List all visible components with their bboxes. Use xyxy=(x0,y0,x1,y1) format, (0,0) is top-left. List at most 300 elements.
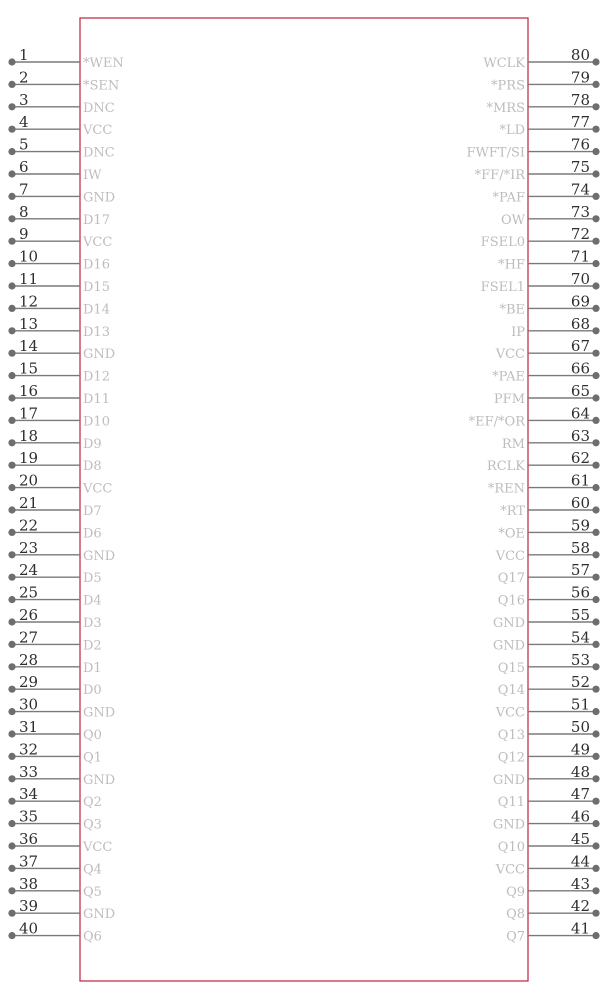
pin-number: 15 xyxy=(19,359,39,378)
pin-75 xyxy=(475,158,600,183)
pin-endpoint-dot xyxy=(592,865,599,872)
pin-endpoint-dot xyxy=(8,417,15,424)
pin-name: GND xyxy=(492,817,525,833)
pin-name: IP xyxy=(511,324,525,340)
pin-number: 22 xyxy=(19,516,39,535)
pin-endpoint-dot xyxy=(592,529,599,536)
pin-endpoint-dot xyxy=(8,842,15,849)
pin-name: GND xyxy=(492,616,525,631)
pin-endpoint-dot xyxy=(592,58,599,65)
pin-number: 10 xyxy=(19,247,39,266)
pin-number: 13 xyxy=(19,314,39,333)
pin-endpoint-dot xyxy=(8,641,15,648)
pin-6 xyxy=(8,158,102,183)
pin-name: D16 xyxy=(83,257,110,273)
pin-name: DNC xyxy=(83,145,115,161)
pin-number: 26 xyxy=(19,606,39,624)
pin-number: 17 xyxy=(19,404,39,423)
pin-name: GND xyxy=(83,190,116,206)
pin-name: *RT xyxy=(500,504,525,519)
pin-name: D2 xyxy=(83,638,102,654)
pin-number: 33 xyxy=(19,762,39,781)
pin-endpoint-dot xyxy=(592,81,599,88)
pin-name: GND xyxy=(492,638,525,654)
pin-endpoint-dot xyxy=(592,820,599,827)
pin-endpoint-dot xyxy=(8,730,15,737)
pin-endpoint-dot xyxy=(592,775,599,782)
pin-name: *WEN xyxy=(83,56,124,71)
pin-name: *FF/*IR xyxy=(474,168,525,183)
pin-endpoint-dot xyxy=(592,663,599,670)
pin-number: 60 xyxy=(570,494,590,512)
pin-name: *SEN xyxy=(83,78,120,94)
pin-79 xyxy=(491,68,600,93)
pin-name: Q16 xyxy=(497,593,525,609)
pin-endpoint-dot xyxy=(592,798,599,805)
pin-endpoint-dot xyxy=(8,372,15,379)
pin-10 xyxy=(8,248,110,273)
pin-endpoint-dot xyxy=(592,215,599,222)
pin-74 xyxy=(493,180,600,205)
pin-name: Q17 xyxy=(497,571,525,587)
pin-28 xyxy=(8,651,101,676)
pin-endpoint-dot xyxy=(8,775,15,782)
pin-47 xyxy=(498,785,600,810)
pin-number: 41 xyxy=(570,919,590,938)
pin-number: 64 xyxy=(570,404,590,423)
pin-endpoint-dot xyxy=(8,81,15,88)
pin-number: 24 xyxy=(19,561,39,580)
pin-endpoint-dot xyxy=(592,103,599,110)
pin-26 xyxy=(8,606,101,631)
pin-name: GND xyxy=(492,772,525,788)
pin-34 xyxy=(8,785,102,810)
pin-19 xyxy=(8,449,101,474)
pin-39 xyxy=(8,897,115,922)
pin-number: 8 xyxy=(19,202,29,221)
pin-number: 2 xyxy=(19,68,29,87)
pin-endpoint-dot xyxy=(8,103,15,110)
pin-name: *OE xyxy=(498,526,525,542)
pin-name: D11 xyxy=(83,392,110,407)
pin-43 xyxy=(506,875,600,900)
pin-60 xyxy=(500,494,599,519)
pin-number: 58 xyxy=(570,538,590,557)
pin-name: VCC xyxy=(495,347,525,363)
pin-27 xyxy=(8,628,101,653)
pin-endpoint-dot xyxy=(8,932,15,939)
pin-name: Q4 xyxy=(83,862,102,878)
pin-name: D15 xyxy=(83,280,110,295)
pin-name: *LD xyxy=(499,123,525,139)
pin-36 xyxy=(8,830,112,855)
pin-number: 77 xyxy=(570,113,590,132)
pin-number: 57 xyxy=(570,561,590,580)
pin-endpoint-dot xyxy=(8,596,15,603)
pin-number: 14 xyxy=(19,337,39,356)
pin-endpoint-dot xyxy=(592,126,599,133)
pin-46 xyxy=(493,808,600,833)
pin-58 xyxy=(495,539,600,564)
pin-endpoint-dot xyxy=(592,372,599,379)
pin-name: PFM xyxy=(493,392,525,407)
pin-70 xyxy=(481,270,600,295)
pin-number: 66 xyxy=(570,359,590,378)
pin-endpoint-dot xyxy=(8,439,15,446)
pin-number: 46 xyxy=(570,807,590,826)
pin-number: 76 xyxy=(570,135,590,154)
pin-endpoint-dot xyxy=(592,350,599,357)
pin-name: Q10 xyxy=(497,840,525,855)
pin-number: 61 xyxy=(570,471,590,490)
pin-72 xyxy=(481,225,600,250)
pin-name: Q6 xyxy=(83,929,102,945)
pin-endpoint-dot xyxy=(8,618,15,625)
pin-number: 25 xyxy=(19,583,39,602)
pin-20 xyxy=(8,472,112,497)
pin-59 xyxy=(498,516,599,541)
pin-3 xyxy=(8,91,114,116)
pin-name: *PRS xyxy=(491,78,525,94)
pin-number: 72 xyxy=(570,225,590,244)
pin-endpoint-dot xyxy=(8,574,15,581)
pin-endpoint-dot xyxy=(8,708,15,715)
pin-endpoint-dot xyxy=(592,305,599,312)
left-pin-column xyxy=(8,46,123,945)
pin-54 xyxy=(493,628,600,653)
pin-number: 30 xyxy=(19,695,39,714)
pin-number: 55 xyxy=(570,606,590,624)
pin-name: D0 xyxy=(83,683,102,699)
pin-name: VCC xyxy=(495,548,525,564)
pin-number: 20 xyxy=(19,471,39,490)
pin-13 xyxy=(8,315,110,340)
pin-77 xyxy=(499,113,599,138)
pin-endpoint-dot xyxy=(8,394,15,401)
pin-endpoint-dot xyxy=(8,170,15,177)
pin-71 xyxy=(498,248,599,273)
pin-25 xyxy=(8,584,101,609)
pin-number: 48 xyxy=(570,762,590,781)
pin-endpoint-dot xyxy=(8,686,15,693)
pin-name: D10 xyxy=(83,414,110,430)
pin-endpoint-dot xyxy=(592,238,599,245)
pin-number: 6 xyxy=(19,158,29,176)
pin-number: 35 xyxy=(19,807,39,826)
pin-endpoint-dot xyxy=(592,618,599,625)
pin-name: D4 xyxy=(83,593,102,609)
pin-name: GND xyxy=(83,907,116,923)
pin-endpoint-dot xyxy=(592,551,599,558)
pin-endpoint-dot xyxy=(592,887,599,894)
pin-24 xyxy=(8,561,101,586)
pin-number: 16 xyxy=(19,382,39,400)
pin-name: *MRS xyxy=(486,100,525,116)
pin-30 xyxy=(8,696,115,721)
pin-55 xyxy=(493,606,600,631)
pin-endpoint-dot xyxy=(592,148,599,155)
pin-name: GND xyxy=(83,548,116,564)
pin-2 xyxy=(8,68,119,93)
pin-endpoint-dot xyxy=(592,484,599,491)
pin-number: 23 xyxy=(19,538,39,557)
pin-endpoint-dot xyxy=(8,282,15,289)
pin-64 xyxy=(469,404,600,429)
pin-endpoint-dot xyxy=(592,506,599,513)
pin-name: VCC xyxy=(83,235,113,251)
pin-name: GND xyxy=(83,705,116,721)
pin-21 xyxy=(8,494,101,519)
pin-name: *EF/*OR xyxy=(468,414,525,430)
pin-endpoint-dot xyxy=(592,439,599,446)
pin-number: 36 xyxy=(19,830,39,848)
pin-29 xyxy=(8,673,101,698)
right-pin-column xyxy=(467,46,600,945)
pin-name: RM xyxy=(501,436,525,452)
pin-name: VCC xyxy=(83,840,113,855)
pin-48 xyxy=(493,763,600,788)
pin-number: 62 xyxy=(570,449,590,468)
pin-name: D9 xyxy=(83,436,102,452)
pin-endpoint-dot xyxy=(8,58,15,65)
pin-number: 51 xyxy=(570,695,590,714)
pin-number: 63 xyxy=(570,426,590,445)
pin-42 xyxy=(506,897,600,922)
pin-number: 38 xyxy=(19,874,39,893)
pin-name: D5 xyxy=(83,571,102,587)
pin-16 xyxy=(8,382,110,407)
pin-37 xyxy=(8,852,102,877)
pin-name: Q1 xyxy=(83,750,102,766)
pin-40 xyxy=(8,920,102,945)
pin-76 xyxy=(467,136,600,161)
pin-number: 54 xyxy=(570,628,590,647)
pin-name: Q5 xyxy=(83,884,102,900)
pin-name: VCC xyxy=(83,123,113,139)
pin-endpoint-dot xyxy=(8,327,15,334)
pin-name: D6 xyxy=(83,526,102,542)
pin-8 xyxy=(8,203,110,228)
pin-endpoint-dot xyxy=(8,529,15,536)
pin-name: OW xyxy=(500,212,525,228)
pin-1 xyxy=(8,46,123,71)
pin-number: 31 xyxy=(19,718,39,736)
pin-number: 3 xyxy=(19,90,29,109)
pin-name: Q3 xyxy=(83,817,102,833)
pin-endpoint-dot xyxy=(592,842,599,849)
pin-name: Q9 xyxy=(506,884,525,900)
pin-4 xyxy=(8,113,112,138)
pin-endpoint-dot xyxy=(8,462,15,469)
pin-name: Q7 xyxy=(506,929,525,945)
pin-endpoint-dot xyxy=(592,462,599,469)
pin-number: 5 xyxy=(19,135,29,154)
pin-number: 74 xyxy=(570,180,590,199)
pin-61 xyxy=(488,472,600,497)
pin-endpoint-dot xyxy=(8,865,15,872)
pin-number: 27 xyxy=(19,628,39,647)
pin-name: FSEL0 xyxy=(480,235,525,251)
pin-endpoint-dot xyxy=(592,753,599,760)
pin-name: D14 xyxy=(83,302,110,318)
pin-80 xyxy=(483,46,599,71)
pin-endpoint-dot xyxy=(592,260,599,267)
pin-endpoint-dot xyxy=(592,932,599,939)
pin-number: 56 xyxy=(570,583,590,602)
pin-name: Q11 xyxy=(497,795,525,811)
pin-name: Q14 xyxy=(497,683,525,699)
pin-number: 4 xyxy=(19,113,29,132)
pin-name: *REN xyxy=(487,481,525,497)
pin-5 xyxy=(8,136,114,161)
pin-endpoint-dot xyxy=(592,686,599,693)
pin-name: FWFT/SI xyxy=(466,145,525,161)
pin-endpoint-dot xyxy=(8,753,15,760)
pin-44 xyxy=(495,852,600,877)
pin-endpoint-dot xyxy=(8,820,15,827)
pin-endpoint-dot xyxy=(8,663,15,670)
pin-number: 9 xyxy=(19,225,29,244)
pin-78 xyxy=(486,91,599,116)
pin-name: D1 xyxy=(83,660,102,676)
pin-69 xyxy=(499,292,599,317)
pin-41 xyxy=(506,920,600,945)
pin-name: WCLK xyxy=(483,56,525,71)
pin-name: D7 xyxy=(83,504,102,519)
pin-38 xyxy=(8,875,102,900)
pin-number: 67 xyxy=(570,337,590,356)
pin-endpoint-dot xyxy=(592,730,599,737)
pin-number: 12 xyxy=(19,292,39,311)
pin-number: 53 xyxy=(570,650,590,669)
pin-number: 34 xyxy=(19,785,39,804)
pin-32 xyxy=(8,740,102,765)
pin-name: VCC xyxy=(495,705,525,721)
pin-endpoint-dot xyxy=(592,193,599,200)
pin-number: 50 xyxy=(570,718,590,736)
pin-11 xyxy=(8,270,110,295)
pin-50 xyxy=(498,718,600,743)
pin-number: 47 xyxy=(570,785,590,804)
pin-name: Q13 xyxy=(497,728,525,743)
pin-name: VCC xyxy=(83,481,113,497)
pin-name: D8 xyxy=(83,459,102,475)
pin-name: FSEL1 xyxy=(480,280,525,295)
pin-endpoint-dot xyxy=(592,327,599,334)
pin-endpoint-dot xyxy=(8,126,15,133)
pin-endpoint-dot xyxy=(8,148,15,155)
pin-number: 39 xyxy=(19,897,39,916)
pin-name: Q0 xyxy=(83,728,102,743)
pin-endpoint-dot xyxy=(592,708,599,715)
pin-number: 18 xyxy=(19,426,39,445)
pin-endpoint-dot xyxy=(592,910,599,917)
pin-number: 44 xyxy=(570,852,590,871)
pin-endpoint-dot xyxy=(8,350,15,357)
pin-7 xyxy=(8,180,115,205)
pin-number: 69 xyxy=(570,292,590,311)
pin-number: 79 xyxy=(570,68,590,87)
pin-number: 52 xyxy=(570,673,590,692)
pin-56 xyxy=(498,584,600,609)
pin-51 xyxy=(495,696,600,721)
pin-62 xyxy=(487,449,600,474)
pin-name: IW xyxy=(83,168,102,183)
pin-endpoint-dot xyxy=(8,484,15,491)
pin-35 xyxy=(8,808,102,833)
pin-45 xyxy=(498,830,600,855)
pin-12 xyxy=(8,292,110,317)
pin-number: 43 xyxy=(570,874,590,893)
pin-15 xyxy=(8,360,110,385)
pin-number: 68 xyxy=(570,314,590,333)
pin-57 xyxy=(498,561,600,586)
pin-name: GND xyxy=(83,347,116,363)
pin-name: GND xyxy=(83,772,116,788)
pin-number: 7 xyxy=(19,180,29,199)
pin-endpoint-dot xyxy=(592,170,599,177)
pin-name: D12 xyxy=(83,369,110,385)
pin-number: 19 xyxy=(19,449,39,468)
pin-name: D13 xyxy=(83,324,110,340)
pin-name: DNC xyxy=(83,100,115,116)
pin-name: Q2 xyxy=(83,795,102,811)
pin-number: 21 xyxy=(19,494,39,512)
pin-name: RCLK xyxy=(486,459,525,475)
pin-49 xyxy=(498,740,600,765)
pin-name: *HF xyxy=(498,257,525,273)
pin-name: Q8 xyxy=(506,907,525,923)
pin-67 xyxy=(495,337,600,362)
pin-number: 1 xyxy=(19,46,29,64)
pin-14 xyxy=(8,337,115,362)
pin-68 xyxy=(511,315,599,340)
pin-number: 37 xyxy=(19,852,39,871)
pin-number: 49 xyxy=(570,740,590,759)
pin-73 xyxy=(501,203,600,228)
pin-number: 40 xyxy=(19,919,39,938)
pin-number: 80 xyxy=(570,46,590,64)
pin-endpoint-dot xyxy=(8,910,15,917)
pin-name: Q12 xyxy=(497,750,525,766)
pin-name: VCC xyxy=(495,862,525,878)
pin-endpoint-dot xyxy=(8,215,15,222)
pin-number: 70 xyxy=(570,270,590,288)
pin-number: 78 xyxy=(570,90,590,109)
pin-65 xyxy=(494,382,600,407)
pin-name: D17 xyxy=(83,212,110,228)
pin-number: 29 xyxy=(19,673,39,692)
pin-name: *BE xyxy=(499,302,525,318)
pin-endpoint-dot xyxy=(8,260,15,267)
pin-endpoint-dot xyxy=(8,305,15,312)
pin-9 xyxy=(8,225,112,250)
ic-body-outline xyxy=(80,18,528,981)
pin-name: Q15 xyxy=(497,660,525,676)
pin-name: D3 xyxy=(83,616,102,631)
pin-number: 32 xyxy=(19,740,39,759)
pin-31 xyxy=(8,718,102,743)
pin-number: 75 xyxy=(570,158,590,176)
pin-endpoint-dot xyxy=(592,641,599,648)
pin-23 xyxy=(8,539,115,564)
pin-number: 42 xyxy=(570,897,590,916)
pin-name: *PAE xyxy=(492,369,525,385)
pin-17 xyxy=(8,404,110,429)
pin-33 xyxy=(8,763,115,788)
pin-22 xyxy=(8,516,101,541)
pin-endpoint-dot xyxy=(592,417,599,424)
